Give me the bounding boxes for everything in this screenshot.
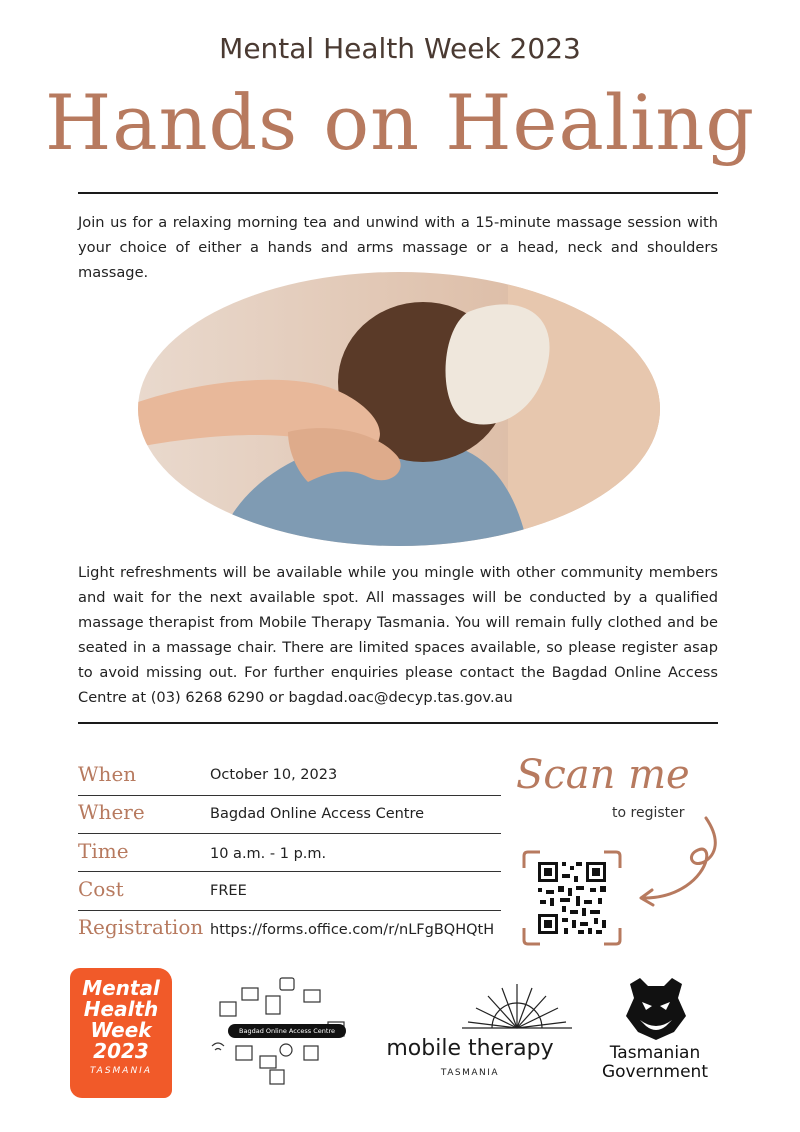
tasmanian-government-logo <box>590 1044 720 1082</box>
detail-value-cost: FREE <box>210 883 247 899</box>
mhw-logo-region: TASMANIA <box>89 1066 152 1076</box>
detail-label-where: Where <box>78 800 145 824</box>
detail-label-time: Time <box>78 839 129 863</box>
detail-label-cost: Cost <box>78 877 124 901</box>
mhw-logo-line: Week <box>90 1018 152 1042</box>
tasmanian-devil-icon <box>620 976 692 1042</box>
table-divider <box>78 910 501 911</box>
to-register-label: to register <box>612 805 685 821</box>
table-divider <box>78 871 501 872</box>
detail-value-where: Bagdad Online Access Centre <box>210 806 425 822</box>
detail-label-registration: Registration <box>78 915 204 939</box>
oac-logo-label: Bagdad Online Access Centre <box>239 1027 335 1035</box>
page-title: Hands on Healing <box>45 78 755 167</box>
tas-gov-logo-line: Tasmanian <box>609 1043 701 1063</box>
event-subtitle: Mental Health Week 2023 <box>219 32 581 65</box>
detail-value-time: 10 a.m. - 1 p.m. <box>210 846 327 862</box>
mhw-logo-line: 2023 <box>93 1039 149 1063</box>
qr-code-icon <box>538 862 606 934</box>
sunrise-icon <box>462 982 572 1032</box>
divider-middle <box>78 722 718 724</box>
massage-photo <box>138 272 660 546</box>
mhw-logo-line: Mental <box>82 976 160 1000</box>
mobile-therapy-logo-name: mobile therapy <box>386 1036 554 1061</box>
detail-value-registration[interactable]: https://forms.office.com/r/nLFgBQHQtH <box>210 922 495 938</box>
massage-photo-illustration <box>138 272 660 546</box>
mhw-logo-line: Health <box>83 997 159 1021</box>
table-divider <box>78 795 501 796</box>
mobile-therapy-logo-region: TASMANIA <box>440 1068 500 1078</box>
mental-health-week-logo <box>70 968 172 1098</box>
scan-me-label: Scan me <box>516 752 690 798</box>
online-access-centre-logo <box>208 976 356 1088</box>
body-text: Light refreshments will be available while you mingle with other community members and wait for the next available spot. All massages will be conducted by a qualified massage therapist from Mobile Therapy Tasmania. You will remain fully clothed and be seated in a massage chair. There are limited spaces available, so please register asap to avoid missing out. For further enquiries please contact the Bagdad Online Access Centre at (03) 6268 6290 or bagdad.oac@decyp.tas.gov.au <box>78 564 718 706</box>
curved-arrow-icon <box>626 810 726 910</box>
qr-code-frame[interactable] <box>520 848 624 948</box>
divider-top <box>78 192 718 194</box>
detail-label-when: When <box>78 762 137 786</box>
detail-value-when: October 10, 2023 <box>210 767 338 783</box>
intro-text: Join us for a relaxing morning tea and unwind with a 15-minute massage session with your choice of either a hands and arms massage or a head, neck and shoulders massage. <box>78 214 718 281</box>
tas-gov-logo-line: Government <box>601 1062 709 1082</box>
table-divider <box>78 833 501 834</box>
